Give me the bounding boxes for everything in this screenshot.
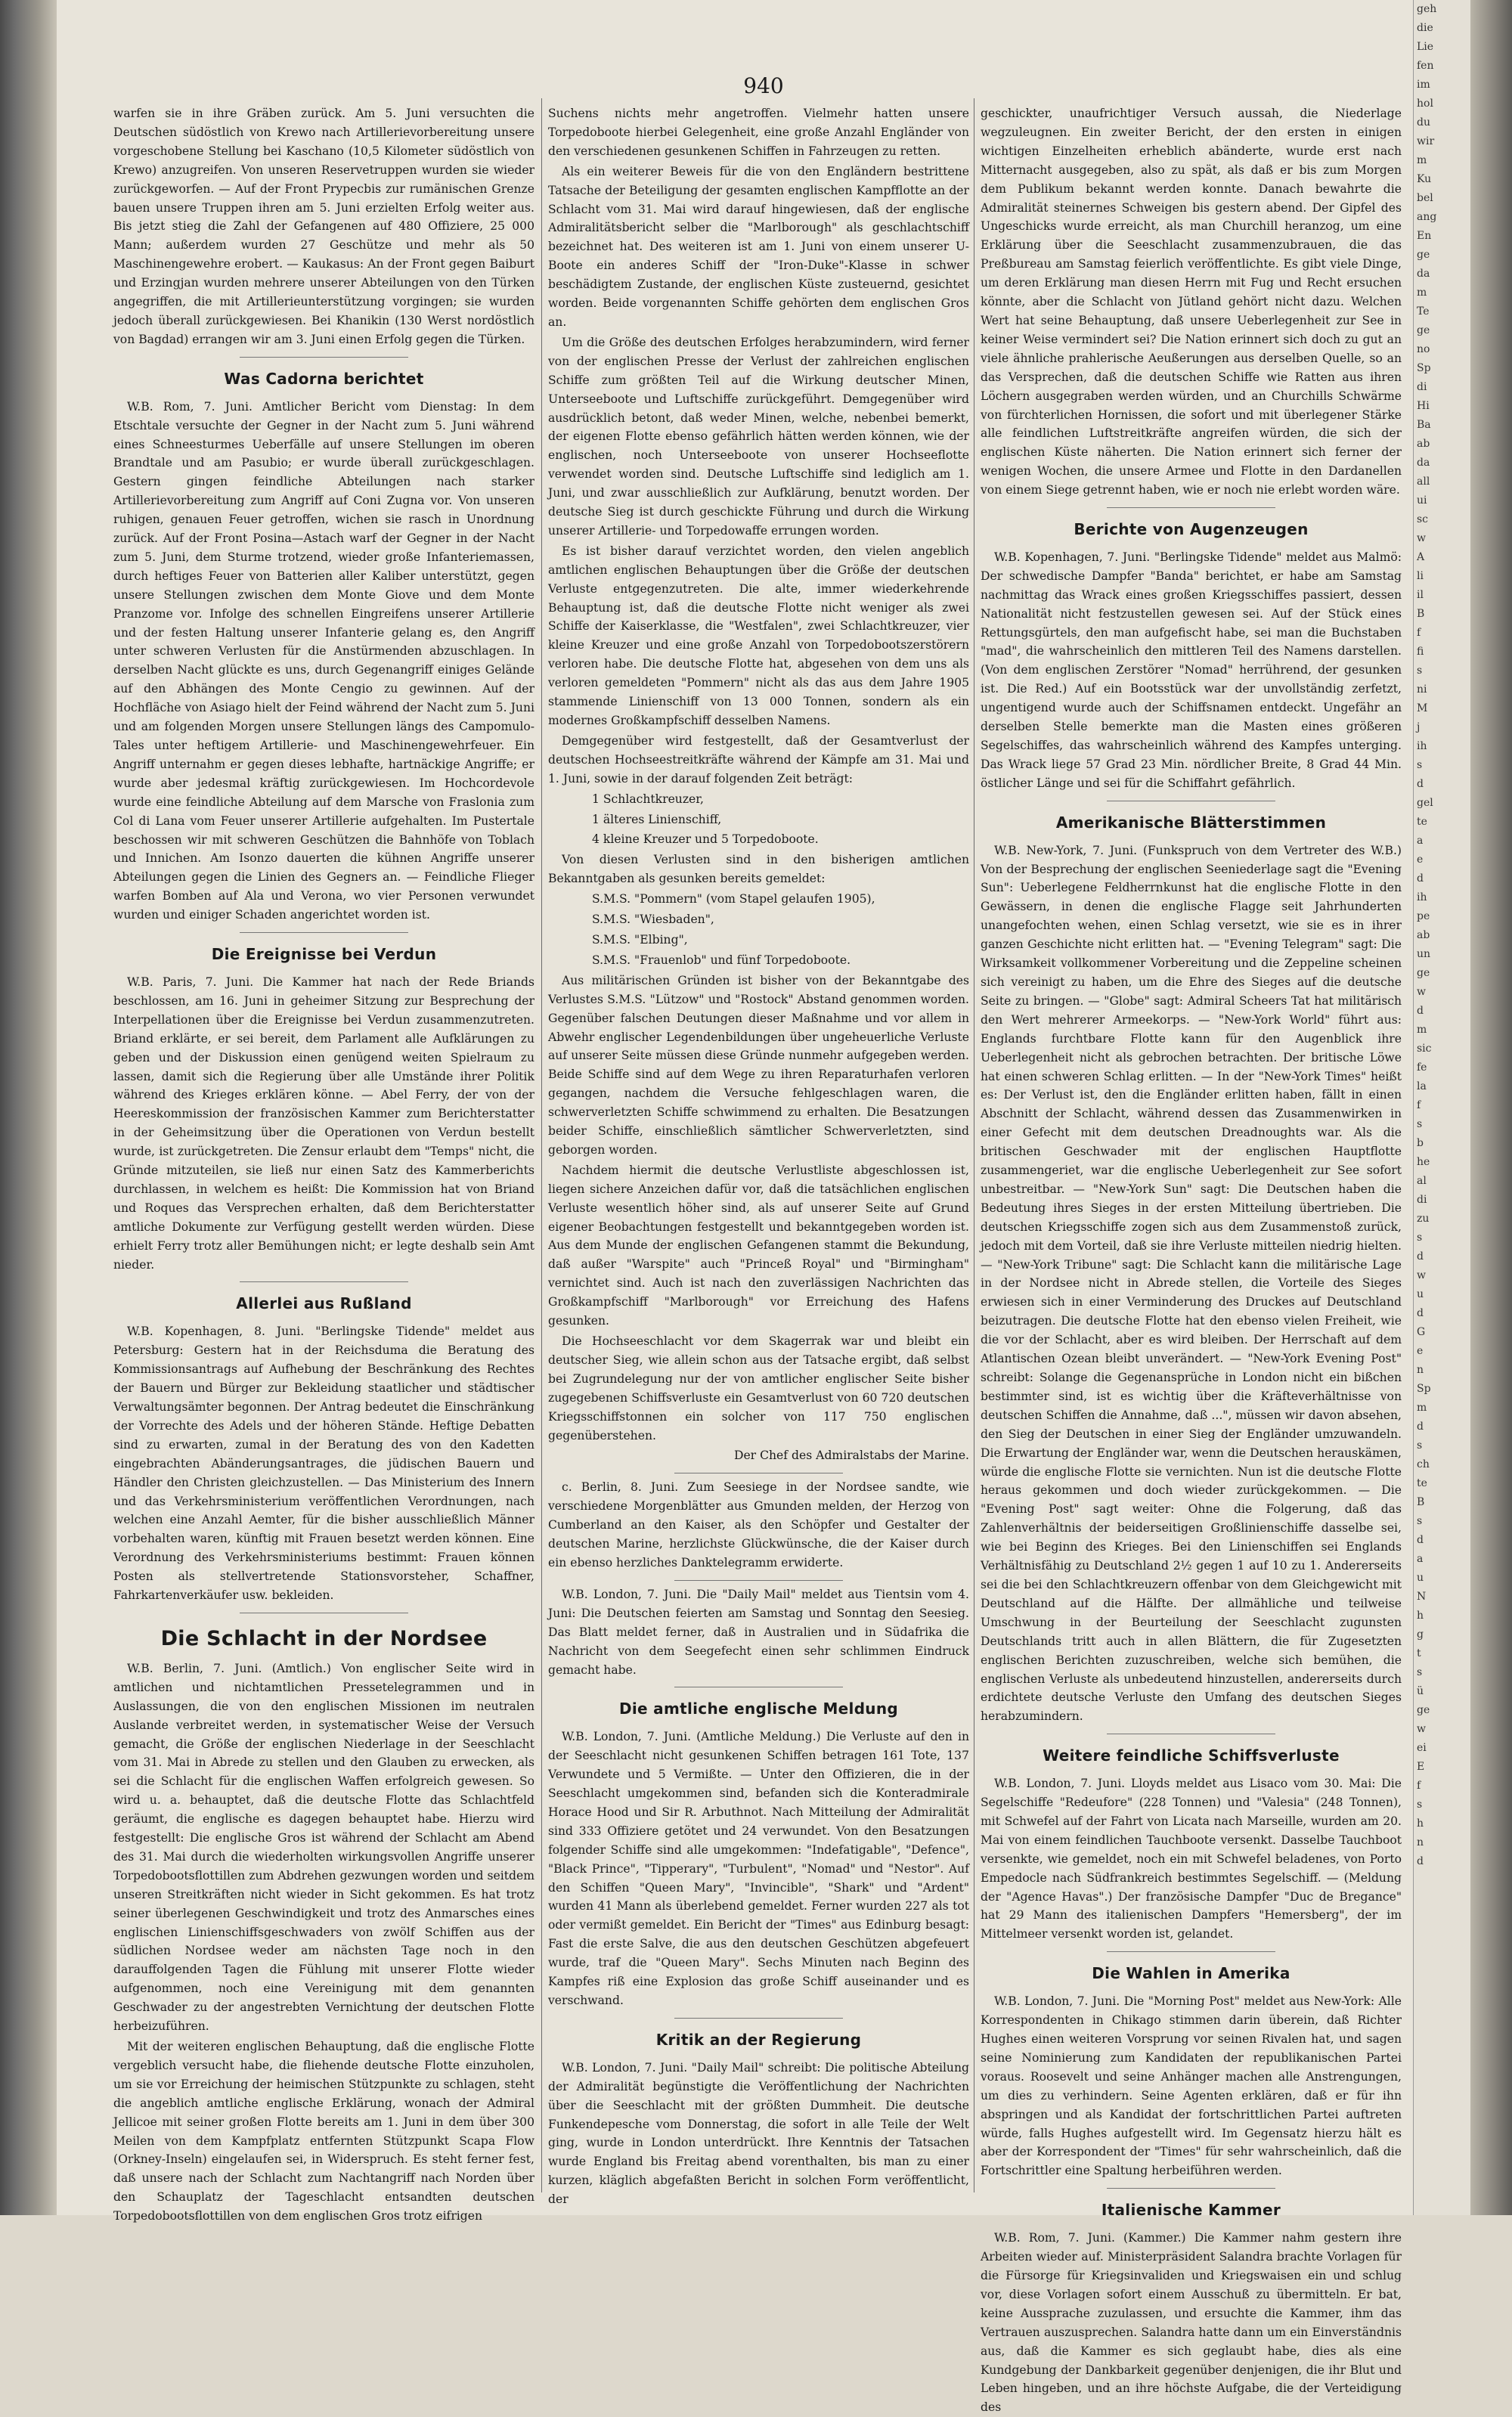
edge-fragment: s [1417, 759, 1423, 771]
edge-fragment: Sp [1417, 362, 1431, 374]
headline-amerikanische-blaetter: Amerikanische Blätterstimmen [1055, 813, 1327, 832]
page-number: 940 [743, 73, 784, 98]
edge-fragment: im [1417, 79, 1430, 91]
edge-fragment: ih [1417, 891, 1427, 903]
edge-fragment: fi [1417, 646, 1424, 658]
article-text: W.B. New-York, 7. Juni. (Funkspruch von dem Vertreter des W.B.) Von der Besprechung der englischen Seeniederlage sagt die "Evening Sun": Ueberlegene Feldherrnkunst hat die englische Flotte in den Gewässern, in denen die englische Flagge seit Jahrhunderten unangefochten wehen, einen Schlag versetzt, wie sie es in ihrer ganzen Geschichte nicht erlitten hat. — "Evening Telegram" sagt: Die Wirksamkeit vollkommener Vorbereitung und die Zeppeline scheinen sich vereinigt zu haben, um die Ehre des Sieges auf die deutsche Seite zu bringen. — "Globe" sagt: Admiral Scheers Tat hat militärisch den Wert mehrerer Armeekorps. — "New-York World" führt aus: Englands furchtbare Flotte kann für den Augenblick ihre Ueberlegenheit nicht als gebrochen betrachten. Der britische Löwe hat einen schweren Schlag erlitten. — In der "New-York Times" heißt es: Der Verlust ist, den die Engländer erlitten haben, fällt in einen Abschnitt der Schlacht, während dessen das Zusammenwirken in einer Gefecht mit dem deutschen Dreadnoughts war. Als die britischen Geschwader mit der englischen Hauptflotte zusammengeriet, war die englische Ueberlegenheit zur See sofort unbestreitbar. — "New-York Sun" sagt: Die Deutschen haben die Bedeutung ihres Sieges in der ersten Mitteilung übertrieben. Die deutschen Kriegsschiffe zogen sich aus dem Zusammenstoß zurück, jedoch mit dem Vorteil, daß sie ihre Verluste mitteilen niedrig hielten. — "New-York Tribune" sagt: Die Schlacht kann die militärische Lage in der Nordsee nicht in Abrede stellen, die Vorteile des Sieges erwiesen sich in einer Verminderung des Druckes auf Deutschland beizutragen. Die deutsche Flotte hat den ebenso vielen Freiheit, wie die vor der Schlacht, aber es wird bleiben. Der Herrschaft auf dem Atlantischen Ozean bleibt unverändert. — "New-York Evening Post" schreibt: Solange die Gegenansprüche in London nicht ein bißchen bestimmter sind, ist es wichtig über die Kräfteverhältnisse von deutschen Schiffen die Annahme, daß ...", müssen wir davon absehen, den Sieg der Deutschen in einer Sieg der Engländer umzuwandeln. Die Erwartung der Engländer war, wenn die Deutschen herauskämen, würde die englische Flotte sie vernichten. Nun ist die deutsche Flotte heraus gekommen und doch wieder zurückgekommen. — Die "Evening Post" sagt weiter: Ohne die Folgerung, daß das Zahlenverhältnis der beiderseitigen Großlinienschiffe dasselbe sei, wie bei Beginn des Krieges. Bei den Linienschiffen sei Englands Verhältnisfähig zu Deutschland 2½ gegen 1 auf 10 zu 1. Andererseits sei die bei den Schlachtkreuzern offenbar von dem Gleichgewicht mit Deutschland auf die Hälfte. Der allmähliche und teilweise Umschwung in der Beurteilung der Seeschlacht zugunsten Deutschlands tritt auch in allen Blättern, die für Zugesetzten englischen Berichten zuzuschreiben, welche sich bemühen, die englischen Verluste als unbedeutend hinzustellen, andererseits durch erdichtete deutsche Verluste den Umfang des deutschen Sieges herabzumindern. [981, 843, 1402, 1724]
edge-fragment: Te [1417, 305, 1430, 318]
edge-fragment: a [1417, 1553, 1424, 1565]
loss-list-item: 4 kleine Kreuzer und 5 Torpedoboote. [592, 832, 819, 847]
edge-fragment: d [1417, 1307, 1424, 1319]
divider [674, 2018, 843, 2019]
edge-fragment: f [1417, 1780, 1421, 1792]
edge-fragment: fen [1417, 60, 1434, 72]
ship-list-item: S.M.S. "Wiesbaden", [592, 913, 714, 927]
edge-fragment: hol [1417, 98, 1433, 110]
ship-list-item: S.M.S. "Frauenlob" und fünf Torpedoboote. [592, 953, 851, 967]
edge-fragment: bel [1417, 192, 1433, 204]
edge-fragment: Ku [1417, 173, 1432, 185]
edge-fragment: ü [1417, 1685, 1424, 1697]
edge-fragment: s [1417, 665, 1423, 677]
edge-fragment: G [1417, 1326, 1426, 1338]
article-text: W.B. Kopenhagen, 8. Juni. "Berlingske Tidende" meldet aus Petersburg: Gestern hat in der Reichsduma die Beratung des Kommissionsantrags auf Aufhebung der Beschränkung des Rechtes der Bauern und Bürger zur Bekleidung staatlicher und städtischer Verwaltungsämter begonnen. Der Antrag bedeutet die Einschränkung der Vorrechte des Adels und der höheren Stände. Heftige Debatten sind zu erwarten, zumal in der Beratung des von den Kadetten eingebrachten Abänderungsantrages, die jüdischen Bauern und Händler den Christen gleichzustellen. — Das Ministerium des Innern und das Verkehrsministerium veröffentlichen Verordnungen, nach welchen eine Anzahl Aemter, für die bisher ausschließlich Männer vorbehalten waren, künftig mit Frauen besetzt werden können. Eine Verordnung des Verkehrsministeriums bestimmt: Frauen können Posten als stellvertretende Stationsvorsteher, Schaffner, Fahrkartenverkäufer usw. bekleiden. [113, 1325, 534, 1603]
edge-fragment: ge [1417, 249, 1430, 261]
article-text: Demgegenüber wird festgestellt, daß der Gesamtverlust der deutschen Hochseestreitkräfte während der Kämpfe am 31. Mai und 1. Juni, sowie in der darauf folgenden Zeit beträgt: [548, 733, 969, 786]
scan-edge-shadow [1470, 0, 1512, 2215]
edge-fragment: ge [1417, 967, 1430, 979]
edge-fragment: all [1417, 476, 1430, 488]
edge-fragment: ch [1417, 1458, 1430, 1470]
divider [240, 1281, 408, 1282]
edge-fragment: n [1417, 1364, 1424, 1376]
next-page-edge [1413, 0, 1470, 2215]
edge-fragment: M [1417, 702, 1428, 714]
divider [674, 1580, 843, 1581]
edge-fragment: h [1417, 1610, 1424, 1622]
column-2 [548, 104, 969, 2207]
edge-fragment: w [1417, 1723, 1426, 1735]
column-rule [541, 98, 542, 2192]
edge-fragment: A [1417, 551, 1425, 563]
article-text: W.B. London, 7. Juni. (Amtliche Meldung.) Die Verluste auf den in der Seeschlacht nicht gesunkenen Schiffen betragen 161 Tote, 137 Verwundete und 5 Vermißte. — Unter den Offizieren, die in der Seeschlacht umgekommen sind, befanden sich die Konteradmirale Horace Hood und Sir R. Arbuthnot. Nach Mitteilung der Admiralität sind 333 Offiziere getötet und 24 verwundet. Von den Besatzungen folgender Schiffe sind alle umgekommen: "Indefatigable", "Defence", "Black Prince", "Tipperary", "Turbulent", "Nomad" und "Nestor". Auf den Schiffen "Queen Mary", "Invincible", "Shark" und "Ardent" wurden 41 Mann als überlebend gemeldet. Ferner wurden 227 als tot oder vermißt gemeldet. Ein Bericht der "Times" aus Edinburg besagt: Fast die erste Salve, die aus den deutschen Geschützen abgefeuert wurde, traf die "Queen Mary". Sechs Minuten nach Beginn des Kampfes riß eine Explosion das große Schiff auseinander und es verschwand. [548, 1730, 969, 2007]
edge-fragment: g [1417, 1628, 1424, 1641]
edge-fragment: da [1417, 457, 1430, 469]
edge-fragment: li [1417, 570, 1424, 582]
article-text: W.B. Rom, 7. Juni. Amtlicher Bericht vom Dienstag: In dem Etschtale versuchte der Gegner in der Nacht zum 5. Juni während eines Schneesturmes Ueberfälle auf unsere Stellungen im oberen Brandtale und am Pasubio; er wurde überall zurückgeschlagen. Gestern gingen feindliche Abteilungen nach starker Artillerievorbereitung zum Angriff auf Coni Zugna vor. Von unseren ruhigen, genauen Feuer getroffen, wichen sie rasch in Unordnung zurück. Auf der Front Posina—Astach warf der Gegner in der Nacht zum 5. Juni, dem Sturme trotzend, wieder große Infanteriemassen, durch heftiges Feuer von Batterien aller Kaliber unterstützt, gegen unsere Stellungen zwischen dem Monte Giove und dem Monte Pranzome vor. Infolge des schnellen Eingreifens unserer Artillerie und der festen Haltung unserer Infanterie gelang es, den Angriff unter schweren Verlusten für die Anstürmenden abzuschlagen. In derselben Nacht glückte es uns, durch Gegenangriff einiges Gelände auf den Abhängen des Monte Cengio zu gewinnen. Auf der Hochfläche von Asiago hielt der Feind während der Nacht zum 5. Juni und am folgenden Morgen unsere Stellungen längs des Campomulo-Tales unter heftigem Artillerie- und Maschinengewehrfeuer. Ein Angriff unternahm er gegen dieses lebhafte, hartnäckige Angriffe; er wurde aber jedesmal kräftig zurückgewiesen. Im Hochcordevole wurde eine feindliche Abteilung auf dem Marsche von Fraslonia zum Col di Lana vom Feuer unserer Artillerie aufgehalten. Im Pustertale beschossen wir mit schweren Geschützen die Bahnhöfe von Toblach und Innichen. Am Isonzo dauerten die kühnen Angriffe unserer Abteilungen gegen die Linien des Gegners an. — Feindliche Flieger warfen Bomben auf Ala und Verona, wo vier Personen verwundet wurden und einiger Schaden angerichtet worden ist. [113, 399, 534, 922]
edge-fragment: s [1417, 1118, 1423, 1130]
headline-wahlen-amerika: Die Wahlen in Amerika [1092, 1964, 1290, 1983]
article-text: W.B. Rom, 7. Juni. (Kammer.) Die Kammer nahm gestern ihre Arbeiten wieder auf. Ministerpräsident Salandra brachte Vorlagen für die Fürsorge für Kriegsinvaliden und Kriegswaisen ein und schlug vor, diese Vorlagen sofort einem Ausschuß zu übermitteln. Er bat, keine Aussprache zuzulassen, und ersuchte die Kammer, ihm das Vertrauen auszusprechen. Salandra hatte dann um ein Einverständnis aus, daß die Kammer es sich geglaubt habe, dies als eine Kundgebung der Dankbarkeit gegenüber denjenigen, die ihr Blut und Leben hingeben, und an ihre höchste Aufgabe, die der Verteidigung des [981, 2231, 1402, 2415]
edge-fragment: w [1417, 1269, 1426, 1281]
ship-list-item: S.M.S. "Elbing", [592, 932, 688, 947]
article-text: Aus militärischen Gründen ist bisher von der Bekanntgabe des Verlustes S.M.S. "Lützow" und "Rostock" Abstand genommen worden. Gegenüber falschen Deutungen dieser Maßnahme und vor allem in Abwehr englischer Legendenbildungen über ungeheuerliche Verluste auf unserer Seite müssen diese Gründe nunmehr aufgegeben werden. Beide Schiffe sind auf dem Wege zu ihren Reparaturhafen verloren gegangen, nachdem die Versuche fehlgeschlagen waren, die schwerverletzten Schiffe schwimmend zu erhalten. Die Besatzungen beider Schiffe, einschließlich sämtlicher Schwerverletzten, sind geborgen worden. [548, 973, 969, 1157]
edge-fragment: s [1417, 1666, 1423, 1678]
edge-fragment: die [1417, 22, 1433, 34]
edge-fragment: d [1417, 872, 1424, 885]
edge-fragment: f [1417, 627, 1421, 639]
divider [1107, 1951, 1275, 1952]
edge-fragment: t [1417, 1647, 1421, 1659]
edge-fragment: u [1417, 1288, 1424, 1300]
signature: Der Chef des Admiralstabs der Marine. [733, 1449, 969, 1463]
edge-fragment: m [1417, 287, 1427, 299]
ship-list-item: S.M.S. "Pommern" (vom Stapel gelaufen 1905), [592, 892, 875, 906]
edge-fragment: ab [1417, 929, 1430, 941]
article-text: W.B. London, 7. Juni. Lloyds meldet aus Lisaco vom 30. Mai: Die Segelschiffe "Redeufore" (228 Tonnen) und "Valesia" (248 Tonnen), mit Schwefel auf der Fahrt von Licata nach Marseille, wurden am 20. Mai von einem feindlichen Tauchboote versenkt. Dasselbe Tauchboot versenkte, wie gemeldet, noch ein mit Schwefel beladenes, von Porto Empedocle nach Südfrankreich bestimmtes Segelschiff. — (Meldung der "Agence Havas".) Der französische Dampfer "Duc de Bregance" hat 29 Mann des italienischen Dampfers "Hemersberg", der im Mittelmeer versenkt worden ist, gelandet. [981, 1777, 1402, 1941]
edge-fragment: Hi [1417, 400, 1430, 412]
edge-fragment: d [1417, 1421, 1424, 1433]
edge-fragment: zu [1417, 1213, 1430, 1225]
edge-fragment: ei [1417, 1742, 1427, 1754]
loss-list-item: 1 Schlachtkreuzer, [592, 792, 704, 806]
edge-fragment: da [1417, 268, 1430, 280]
article-text: W.B. Kopenhagen, 7. Juni. "Berlingske Tidende" meldet aus Malmö: Der schwedische Dampfer "Banda" berichtet, er habe am Samstag nachmittag das Wrack eines großen Kriegsschiffes passiert, dessen Nationalität nicht festzustellen gewesen sei. Auf der Stück eines Rettungsgürtels, den man aufgefischt habe, sei man die Buchstaben "mad", die wahrscheinlich den mittleren Teil des Namens darstellen. (Von dem englischen Zerstörer "Nomad" herrührend, der gesunken ist. Die Red.) Auf ein Bootsstück war der unvollständig zerfetzt, ungentigend wurde auch der Schiffsnamen entdeckt. Ungefähr an derselben Stelle bemerkte man die Masten eines größeren Segelschiffes, das wahrscheinlich während des Kampfes unterging. Das Wrack liege 57 Grad 23 Min. nördlicher Breite, 8 Grad 44 Min. östlicher Länge und sei für die Schiffahrt gefährlich. [981, 550, 1402, 790]
edge-fragment: al [1417, 1175, 1427, 1187]
article-text: Nachdem hiermit die deutsche Verlustliste abgeschlossen ist, liegen sichere Anzeichen dafür vor, daß die tatsächlichen englischen Verluste wesentlich höher sind, als auf unserer Seite auf Grund eigener Beobachtungen festgestellt und bekanntgegeben worden ist. Aus dem Munde der englischen Gefangenen stammt die Bekundung, daß außer "Warspite" auch "Princeß Royal" und "Birmingham" vernichtet sind. Auch ist nach den zuverlässigen Nachrichten das Großkampfschiff "Marlborough" vor Erreichung des Hafens gesunken. [548, 1163, 969, 1328]
edge-fragment: no [1417, 343, 1430, 355]
edge-fragment: du [1417, 116, 1430, 129]
edge-fragment: w [1417, 986, 1426, 998]
edge-fragment: fe [1417, 1061, 1427, 1074]
edge-fragment: d [1417, 1005, 1424, 1017]
headline-schiffsverluste: Weitere feindliche Schiffsverluste [1043, 1746, 1340, 1765]
edge-fragment: ih [1417, 740, 1427, 752]
article-text: W.B. London, 7. Juni. Die "Daily Mail" meldet aus Tientsin vom 4. Juni: Die Deutschen feierten am Samstag und Sonntag den Seesieg. Das Blatt meldet ferner, daß in Australien und in Südafrika die Nachricht von dem Seegefecht einen sehr schlimmen Eindruck gemacht habe. [548, 1587, 969, 1677]
edge-fragment: ui [1417, 494, 1427, 507]
edge-fragment: e [1417, 854, 1424, 866]
edge-fragment: di [1417, 1194, 1427, 1206]
edge-fragment: ge [1417, 324, 1430, 336]
divider [240, 357, 408, 358]
scan-binding-shadow [0, 0, 57, 2215]
edge-fragment: w [1417, 532, 1426, 544]
divider [240, 932, 408, 933]
edge-fragment: j [1417, 721, 1421, 733]
edge-fragment: d [1417, 1534, 1424, 1546]
article-text: W.B. Berlin, 7. Juni. (Amtlich.) Von englischer Seite wird in amtlichen und nichtamtlichen Pressetelegrammen und in Auslassungen, die von den englischen Missionen im neutralen Auslande verbreitet werden, in systematischer Weise der Versuch gemacht, die Größe der englischen Niederlage in der Seeschlacht vom 31. Mai in Abrede zu stellen und den Glauben zu erwecken, als sei die Schlacht für die englischen Waffen erfolgreich gewesen. So wird u. a. behauptet, daß die deutsche Flotte das Schlachtfeld geräumt, die englische es dagegen behauptet habe. Hierzu wird festgestellt: Die englische Gros ist während der Schlacht am Abend des 31. Mai durch die wiederholten wirkungsvollen Angriffe unserer Torpedobootsflottillen zum Abdrehen gezwungen worden und seitdem unseren Streitkräften nicht wieder in Sicht gekommen. Es hat trotz seiner überlegenen Geschwindigkeit und trotz des Anmarsches eines englischen Linienschiffsgeschwaders von zwölf Schiffen aus der südlichen Nordsee weder am nächsten Tage noch in den darauffolgenden Tagen die Fühlung mit unserer Flotte wieder aufgenommen, noch eine Vereinigung mit dem genannten Geschwader zu der angestrebten Vernichtung der deutschen Flotte herbeizuführen. [113, 1661, 534, 2034]
edge-fragment: Sp [1417, 1383, 1431, 1395]
article-text: geschickter, unaufrichtiger Versuch aussah, die Niederlage wegzuleugnen. Ein zweiter Bericht, der den ersten in einigen wichtigen Einzelheiten erheblich abänderte, wurde erst nach Mitternacht ausgegeben, also zu spät, als daß er bis zum Morgen dem Publikum bekannt werden konnte. Danach bewahrte die Admiralität steinernes Schweigen bis gestern abend. Der Gipfel des Ungeschicks wurde erreicht, als man Churchill heranzog, um eine Erklärung über die Seeschlacht zusammenzubrauen, die das Preßbureau am Samstag feierlich veröffentlichte. Es gibt viele Dinge, um deren Erklärung man diesen Herrn mit Fug und Recht ersuchen könnte, aber die Schlacht von Jütland gehört nicht dazu. Welchen Wert hat seine Behauptung, daß unsere Ueberlegenheit zur See in keiner Weise vermindert sei? Die Nation erinnert sich doch zu gut an viele ähnliche prahlerische Aeußerungen aus derselben Quelle, so an das Versprechen, daß die deutschen Schiffe wie Ratten aus ihren Löchern ausgegraben werden würden, und an Churchills Schwärme von fürchterlichen Hornissen, die sofort und mit überlegener Stärke alle feindlichen Luftstreitkräfte angreifen würden, die sich der englischen Küste näherten. Die Nation erinnert sich ferner der wenigen Wochen, die unsere Armee und Flotte in den Dardanellen von einem Siege getrennt haben, wie er noch nie erlebt worden wäre. [981, 107, 1402, 497]
edge-fragment: N [1417, 1591, 1427, 1603]
edge-fragment: s [1417, 1232, 1423, 1244]
edge-fragment: B [1417, 608, 1425, 620]
column-1 [113, 104, 534, 2223]
article-text: Von diesen Verlusten sind in den bisherigen amtlichen Bekanntgaben als gesunken bereits gemeldet: [548, 853, 969, 886]
edge-fragment: d [1417, 1855, 1424, 1867]
edge-fragment: Lie [1417, 41, 1434, 53]
edge-fragment: te [1417, 816, 1427, 828]
article-text: W.B. Paris, 7. Juni. Die Kammer hat nach der Rede Briands beschlossen, am 16. Juni in geheimer Sitzung zur Besprechung der Interpellationen über die Ereignisse bei Verdun zusammenzutreten. Briand erklärte, er sei bereit, dem Parlament alle Aufklärungen zu geben und der Diskussion einen genügend weiten Spielraum zu lassen, damit sich die Regierung über alle Umstände ihrer Politik während des Krieges erklären könne. — Abel Ferry, der von der Heereskommission der französischen Kammer zum Berichterstatter in der Geheimsitzung über die Operationen von Verdun bestellt wurde, ist zurückgetreten. Die Zensur erlaubt dem "Temps" nicht, die Gründe mitzuteilen, sie ließ nur einen Satz des Kammerberichts durchlassen, in welchem es heißt: Die Kommission hat von Briand und Roques das Versprechen erhalten, daß dem Berichterstatter amtliche Dokumente zur Verfügung gestellt werden würden. Diese erhielt Ferry trotz aller Bemühungen nicht; er legte deshalb sein Amt nieder. [113, 975, 534, 1272]
edge-fragment: E [1417, 1761, 1425, 1773]
article-text: warfen sie in ihre Gräben zurück. Am 5. Juni versuchten die Deutschen südöstlich von Krewo nach Artillerievorbereitung unsere vorgeschobene Stellung bei Kaschano (10,5 Kilometer südöstlich von Krewo) anzugreifen. Von unseren Reservetruppen wurden sie wieder zurückgeworfen. — Auf der Front Prypecbis zur rumänischen Grenze bauen unsere Truppen ihren am 5. Juni erzielten Erfolg weiter aus. Bis jetzt stieg die Zahl der Gefangenen auf 480 Offiziere, 25 000 Mann; außerdem wurden 27 Geschütze und mehr als 50 Maschinengewehre erobert. — Kaukasus: An der Front gegen Baiburt und Erzingjan wurden mehrere unserer Abteilungen von den Türken angegriffen, die mit Artillerieunterstützung vorgingen; sie wurden jedoch überall zurückgewiesen. Bei Khanikin (130 Werst nordöstlich von Bagdad) errangen wir am 3. Juni einen Erfolg gegen die Türken. [113, 107, 534, 346]
edge-fragment: sc [1417, 513, 1429, 525]
edge-fragment: un [1417, 948, 1431, 960]
article-text: W.B. London, 7. Juni. "Daily Mail" schreibt: Die politische Abteilung der Admiralität begünstigte die Veröffentlichung der Nachrichten über die Seeschlacht mit der größten Dummheit. Die deutsche Funkendepesche vom Donnerstag, die sofort in alle Teile der Welt ging, wurde in London unterdrückt. Ihre Kenntnis der Tatsachen wurde England bis Freitag abend vorenthalten, bis man zu einer kurzen, kläglich abgefaßten Bericht in solchen Form veröffentlicht, der [548, 2060, 969, 2207]
headline-cadorna: Was Cadorna berichtet [224, 369, 424, 388]
column-3 [981, 104, 1402, 2415]
edge-fragment: m [1417, 1024, 1427, 1036]
edge-fragment: s [1417, 1799, 1423, 1811]
headline-nordsee: Die Schlacht in der Nordsee [160, 1626, 488, 1650]
edge-fragment: ni [1417, 683, 1427, 696]
newspaper-page [57, 0, 1470, 2415]
edge-fragment: e [1417, 1345, 1424, 1357]
edge-fragment: s [1417, 1439, 1423, 1452]
article-text: Die Hochseeschlacht vor dem Skagerrak war und bleibt ein deutscher Sieg, wie allein schon aus der Tatsache ergibt, daß selbst bei Zugrundelegung nur der von amtlicher englischer Seite bisher zugegebenen Schiffsverluste ein Gesamtverlust von 60 720 deutschen Kriegsschiffstonnen ein solcher von 117 750 englischen gegenüberstehen. [548, 1334, 969, 1442]
edge-fragment: la [1417, 1080, 1427, 1092]
edge-fragment: h [1417, 1817, 1424, 1830]
edge-fragment: he [1417, 1156, 1430, 1168]
edge-fragment: te [1417, 1477, 1427, 1489]
edge-fragment: m [1417, 1402, 1427, 1414]
edge-fragment: geh [1417, 3, 1437, 15]
edge-fragment: sic [1417, 1043, 1432, 1055]
divider [1107, 507, 1275, 508]
edge-fragment: d [1417, 778, 1424, 790]
edge-fragment: n [1417, 1836, 1424, 1848]
edge-fragment: B [1417, 1496, 1425, 1508]
edge-fragment: d [1417, 1250, 1424, 1263]
article-text: Es ist bisher darauf verzichtet worden, den vielen angeblich amtlichen englischen Behauptungen über die Größe der deutschen Verluste entgegenzutreten. Die alte, immer wiederkehrende Behauptung ist, daß die deutsche Flotte nicht weniger als zwei Schiffe der Kaiserklasse, die "Westfalen", zwei Schlachtkreuzer, vier kleine Kreuzer und eine große Anzahl von Torpedobootszerstörern verloren habe. Die deutsche Flotte hat, abgesehen von dem uns als verloren gemeldeten "Pommern" nicht als das aus dem Jahre 1905 stammende Linienschiff von 13 000 Tonnen, sondern als ein modernes Großkampfschiff desselben Namens. [548, 544, 969, 727]
edge-fragment: u [1417, 1572, 1424, 1584]
article-text: Um die Größe des deutschen Erfolges herabzumindern, wird ferner von der englischen Presse der Verlust der zahlreichen englischen Schiffe zum größten Teil auf die Wirkung deutscher Minen, Unterseeboote und Luftschiffe zurückgeführt. Demgegenüber wird ausdrücklich betont, daß weder Minen, welche, nebenbei bemerkt, der eigenen Flotte ebenso gefährlich hätten werden können, wie der englischen, noch Unterseeboote von unserer Hochseeflotte verwendet worden sind. Deutsche Luftschiffe sind lediglich am 1. Juni, und zwar ausschließlich zur Aufklärung, benutzt worden. Der deutsche Sieg ist durch geschickte Führung und durch die Wirkung unserer Artillerie- und Torpedowaffe errungen worden. [548, 335, 969, 538]
article-text: Mit der weiteren englischen Behauptung, daß die englische Flotte vergeblich versucht habe, die fliehende deutsche Flotte einzuholen, um sie vor Erreichung der heimischen Stützpunkte zu schlagen, steht die angeblich amtliche englische Erklärung, wonach der Admiral Jellicoe mit seiner großen Flotte bereits am 1. Juni in dem über 300 Meilen von dem Kampfplatz entfernten Stützpunkt Scapa Flow (Orkney-Inseln) eingelaufen sei, in Widerspruch. Es steht ferner fest, daß unsere nach der Schlacht zum Nachtangriff nach Norden über den Schauplatz der Tageschlacht entsandten deutschen Torpedobootsflottillen von dem englischen Gros trotz eifrigen [113, 2040, 534, 2223]
headline-kritik: Kritik an der Regierung [655, 2030, 862, 2049]
edge-fragment: il [1417, 589, 1424, 601]
edge-fragment: wir [1417, 135, 1435, 147]
edge-fragment: Ba [1417, 419, 1431, 431]
edge-fragment: gel [1417, 797, 1433, 809]
edge-fragment: b [1417, 1137, 1424, 1149]
edge-fragment: f [1417, 1099, 1421, 1111]
headline-verdun: Die Ereignisse bei Verdun [211, 945, 437, 964]
headline-russland: Allerlei aus Rußland [236, 1294, 412, 1313]
edge-fragment: ang [1417, 211, 1437, 223]
edge-fragment: En [1417, 230, 1432, 242]
headline-augenzeugen: Berichte von Augenzeugen [1074, 520, 1309, 539]
edge-fragment: m [1417, 154, 1427, 166]
loss-list-item: 1 älteres Linienschiff, [592, 812, 722, 826]
article-text: W.B. London, 7. Juni. Die "Morning Post" meldet aus New-York: Alle Korrespondenten in Chikago stimmen darin überein, daß Richter Hughes einen weiteren Vorsprung vor seinen Rivalen hat, und sagen seine Nominierung zum Kandidaten der republikanischen Partei voraus. Roosevelt und seine Anhänger machen alle Anstrengungen, um dies zu verhindern. Seine Agenten erklären, daß er für ihn abspringen und als Kandidat der fortschrittlichen Partei auftreten würde, falls Hughes aufgestellt wird. Im Gegensatz hierzu hält es aber der Korrespondent der "Times" für sehr wahrscheinlich, daß die Fortschrittler eine Spaltung herbeiführen werden. [981, 1994, 1402, 2178]
edge-fragment: pe [1417, 910, 1430, 922]
article-text: Als ein weiterer Beweis für die von den Engländern bestrittene Tatsache der Beteiligung der gesamten englischen Kampfflotte an der Schlacht vom 31. Mai wird darauf hingewiesen, daß der englische Admiralitätsbericht selber die "Marlborough" als geschlachtschiff bezeichnet hat. Des weiteren ist am 1. Juni von einem unserer U-Boote ein anderes Schiff der "Iron-Duke"-Klasse in schwer beschädigtem Zustande, der englischen Küste zusteuernd, gesichtet worden. Beide vorgenannten Schiffe gehörten dem englischen Gros an. [548, 164, 969, 329]
edge-fragment: ge [1417, 1704, 1430, 1716]
edge-fragment: ab [1417, 438, 1430, 450]
divider [1107, 2188, 1275, 2189]
headline-italienische-kammer: Italienische Kammer [1101, 2201, 1281, 2220]
edge-fragment: a [1417, 835, 1424, 847]
article-text: Suchens nichts mehr angetroffen. Vielmehr hatten unsere Torpedoboote hierbei Gelegenheit, eine große Anzahl Engländer von den verschiedenen gesunkenen Schiffen in Fahrzeugen zu retten. [548, 107, 969, 158]
article-text: c. Berlin, 8. Juni. Zum Seesiege in der Nordsee sandte, wie verschiedene Morgenblätter aus Gmunden melden, der Herzog von Cumberland an den Kaiser, als den Schöpfer und Gestalter der deutschen Marine, herzlichste Glückwünsche, die der Kaiser durch ein ebenso herzliches Danktelegramm erwiderte. [548, 1480, 969, 1570]
headline-amtliche-meldung: Die amtliche englische Meldung [619, 1700, 898, 1718]
edge-fragment: s [1417, 1515, 1423, 1527]
edge-fragment: di [1417, 381, 1427, 393]
